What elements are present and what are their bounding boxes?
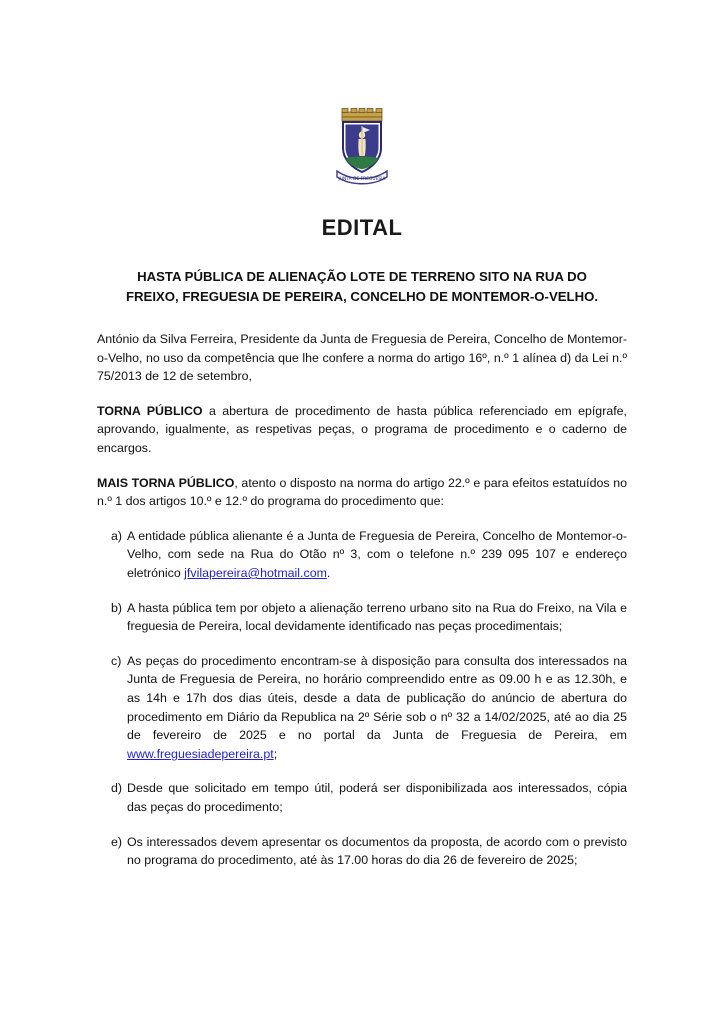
document-title: EDITAL — [321, 215, 403, 240]
list-item — [97, 652, 627, 764]
paragraph-intro: António da Silva Ferreira, Presidente da Junta de Freguesia de Pereira, Concelho de Montemor-o-Velho, no uso da competência que lhe confere a norma do artigo 16º, n.º 1 alínea d) da Lei n.º 75/2013 de 12 de setembro, — [97, 331, 627, 384]
document-subtitle — [97, 267, 627, 308]
website-link[interactable]: www.freguesiadepereira.pt — [127, 746, 274, 761]
crest-container — [97, 0, 627, 193]
torna-publico-lead: TORNA PÚBLICO — [97, 403, 203, 418]
list-item-marker: b) — [111, 600, 123, 615]
mais-torna-publico-lead: MAIS TORNA PÚBLICO — [97, 475, 235, 490]
mais-torna-publico-rest: , atento o disposto na norma do artigo 22.º e para efeitos estatuídos no n.º 1 dos artigos 10.º e 12.º do programa do procedimento que: — [97, 475, 627, 509]
list-item-text-before: A entidade pública alienante é a Junta de Freguesia de Pereira, Concelho de Montemor-o-Velho, com sede na Rua do Otão nº 3, com o telefone n.º 239 095 107 e endereço eletrónico — [127, 528, 627, 580]
svg-text:JUNTA DE FREGUESIA: JUNTA DE FREGUESIA — [338, 176, 386, 182]
list-item-marker: a) — [111, 528, 123, 543]
paragraph-mais-torna-publico — [97, 474, 627, 511]
list-item-marker: d) — [111, 781, 123, 796]
list-item-text: Desde que solicitado em tempo útil, poderá ser disponibilizada aos interessados, cópia das peças do procedimento; — [127, 781, 627, 815]
list-item — [97, 527, 627, 583]
list-item-marker: e) — [111, 834, 123, 849]
list-item-text: A hasta pública tem por objeto a alienação terreno urbano sito na Rua do Freixo, na Vila e freguesia de Pereira, local devidamente identificado nas peças procedimentais; — [127, 600, 627, 634]
list-item — [97, 833, 627, 870]
list-item — [97, 779, 627, 816]
document-content — [97, 0, 627, 870]
list-item-text-after: . — [326, 566, 331, 580]
list-item-marker: c) — [111, 653, 122, 668]
paragraph-torna-publico — [97, 402, 627, 458]
list-item-text-before: As peças do procedimento encontram-se à disposição para consulta dos interessados na Junta de Freguesia de Pereira, no horário compreendido entre as 09.00 h e as 12.30h, e as 14h e 17h dos dias úteis, desde a data de publicação do anúncio de abertura do procedimento em Diário da Republica na 2º Série sob o nº 32 a 14/02/2025, até ao dia 25 de fevereiro de 2025 e no portal da Junta de Freguesia de Pereira, em — [127, 653, 627, 743]
list-item-text: Os interessados devem apresentar os documentos da proposta, de acordo com o previsto no programa do procedimento, até às 17.00 horas do dia 26 de fevereiro de 2025; — [127, 834, 627, 868]
subtitle-line-2: FREIXO, FREGUESIA DE PEREIRA, CONCELHO DE MONTEMOR-O-VELHO. — [125, 289, 599, 305]
clause-list — [97, 527, 627, 870]
coat-of-arms-icon — [333, 108, 391, 188]
torna-publico-rest: a abertura de procedimento de hasta pública referenciado em epígrafe, aprovando, igualmente, as respetivas peças, o programa de procedimento e o caderno de encargos. — [97, 403, 627, 455]
list-item-text-after: ; — [273, 746, 278, 761]
email-link[interactable]: jfvilapereira@hotmail.com — [184, 566, 327, 580]
list-item-text — [127, 652, 627, 764]
subtitle-line-1: HASTA PÚBLICA DE ALIENAÇÃO LOTE DE TERRENO SITO NA RUA DO — [137, 269, 587, 284]
list-item — [97, 599, 627, 636]
list-item-text — [127, 527, 627, 583]
